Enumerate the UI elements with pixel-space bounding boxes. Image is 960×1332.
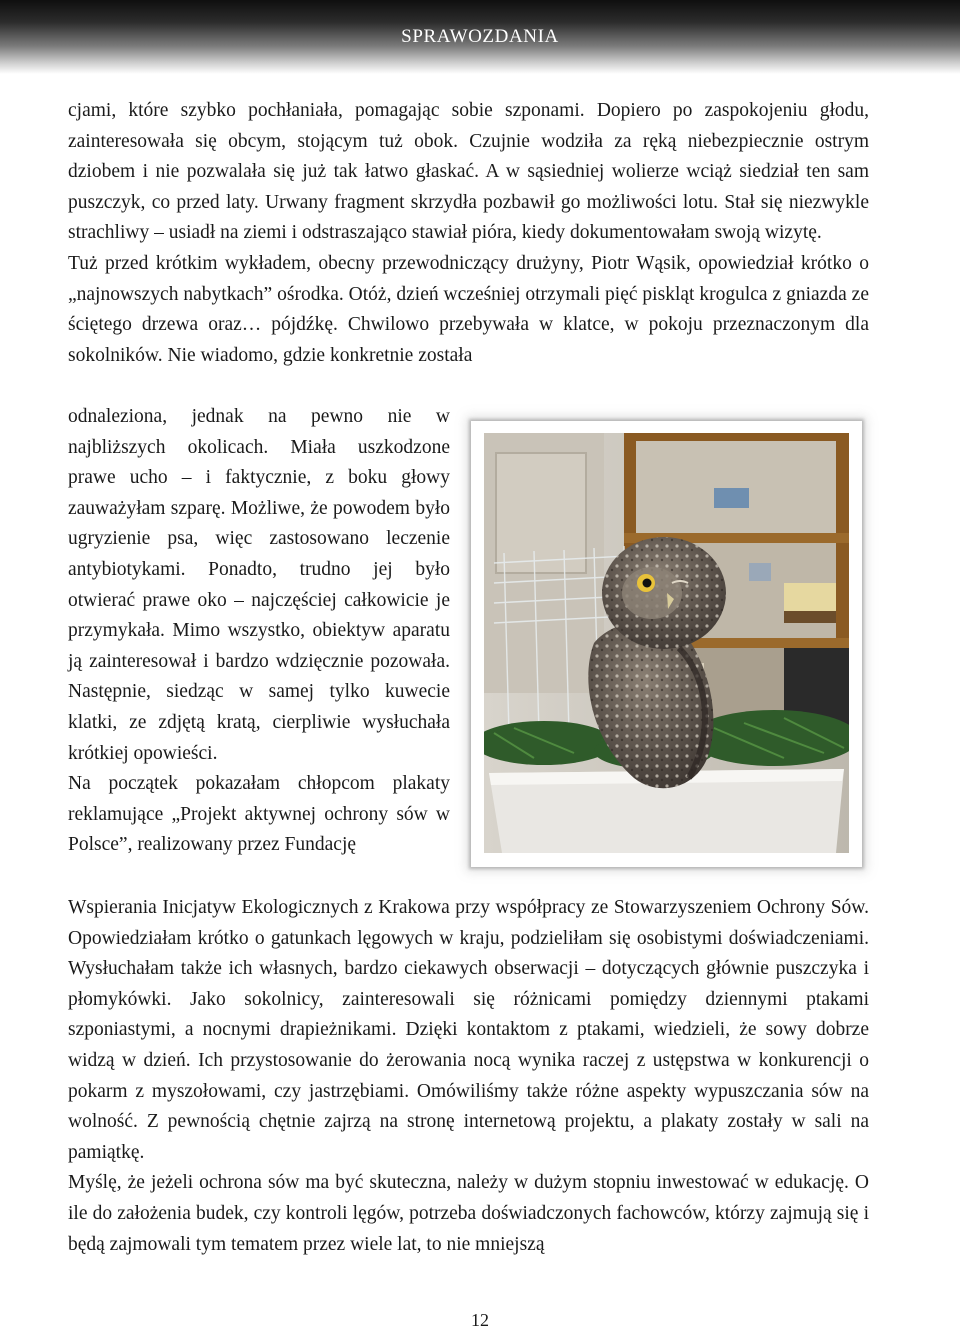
paragraph-3-continued: Wspierania Inicjatyw Ekologicznych z Krakowa przy współpracy ze Stowarzyszeniem Ochrony Sów. Opowiedziałam krótko o gatunkach lęgowych w kraju, podzieliłam się osobistymi doświadczeniami. Wysłuchałam także ich własnych, bardzo ciekawych obserwacji – dotyczących głównie puszczyka i płomykówki. Jako sokolnicy, zainteresowali się różnicami pomiędzy dziennymi ptakami szponiastymi, a nocnymi drapieżnikami. Dzięki kontaktom z ptakami, wiedzieli, że sowy dobrze widzą w dzień. Ich przystosowanie do żerowania nocą wynika raczej z ustępstwa w konkurencji o pokarm z myszołowami, czy jastrzębiami. Omówiliśmy także różne aspekty wypuszczania sów na wolność. Z pewnością chętnie zajrzą na stronę internetową projektu, a plakaty zostały w sali na pamiątkę. (68, 897, 869, 1163)
owl-photo (471, 421, 862, 867)
owl-photo-image (484, 433, 849, 853)
page-number: 12 (471, 1310, 489, 1330)
paragraph-1: cjami, które szybko pochłaniała, pomagając sobie szponami. Dopiero po zaspokojeniu głodu, zainteresowała się obcym, stojącym tuż obok. Czujnie wodziła za ręką niebezpiecznie ostrym dziobem i nie pozwalała się już tak łatwo głaskać. A w sąsiedniej wolierze wciąż siedział ten sam puszczyk, co przed laty. Urwany fragment skrzydła pozbawił go możliwości lotu. Stał się niezwykle strachliwy – usiadł na ziemi i odstraszająco stawiał pióra, kiedy dokumentowałam swoją wizytę. (68, 100, 869, 244)
paragraph-3-start: Na początek pokazałam chłopcom plakaty reklamujące „Projekt aktywnej ochrony sów w Polsce”, realizowany przez Fundację (68, 773, 450, 856)
section-title: SPRAWOZDANIA (401, 26, 559, 47)
paragraph-2-continued: odnaleziona, jednak na pewno nie w najbliższych okolicach. Miała uszkodzone prawe ucho – i faktycznie, z boku głowy zauważyłam szparę. Możliwe, że powodem było ugryzienie psa, więc zastosowano leczenie antybiotykami. Ponadto, trudno jej było otwierać prawe oko – najczęściej całkowicie je przymykała. Mimo wszystko, obiektyw aparatu ją zainteresował i bardzo wdzięcznie pozowała. Następnie, siedząc w samej tylko kuwecie klatki, ze zdjętą kratą, cierpliwie wysłuchała krótkiej opowieści. (68, 406, 450, 764)
paragraph-2-start: Tuż przed krótkim wykładem, obecny przewodniczący drużyny, Piotr Wąsik, opowiedział krótko o „najnowszych nabytkach” ośrodka. Otóż, dzień wcześniej otrzymali pięć piskląt krogulca z gniazda ze ściętego drzewa oraz… pójdźkę. Chwilowo przebywała w klatce, w pokoju przeznaczonym dla sokolników. Nie wiadomo, gdzie konkretnie została (68, 252, 869, 366)
text-column-narrow (68, 402, 450, 861)
text-column-top (68, 96, 869, 371)
text-column-bottom (68, 893, 869, 1260)
paragraph-4: Myślę, że jeżeli ochrona sów ma być skuteczna, należy w dużym stopniu inwestować w edukację. O ile do założenia budek, czy kontroli lęgów, potrzeba doświadczonych fachowców, którzy zajmują się i będą zajmowali tym tematem przez wiele lat, to nie mniejszą (68, 1172, 869, 1255)
header-band (0, 0, 960, 74)
